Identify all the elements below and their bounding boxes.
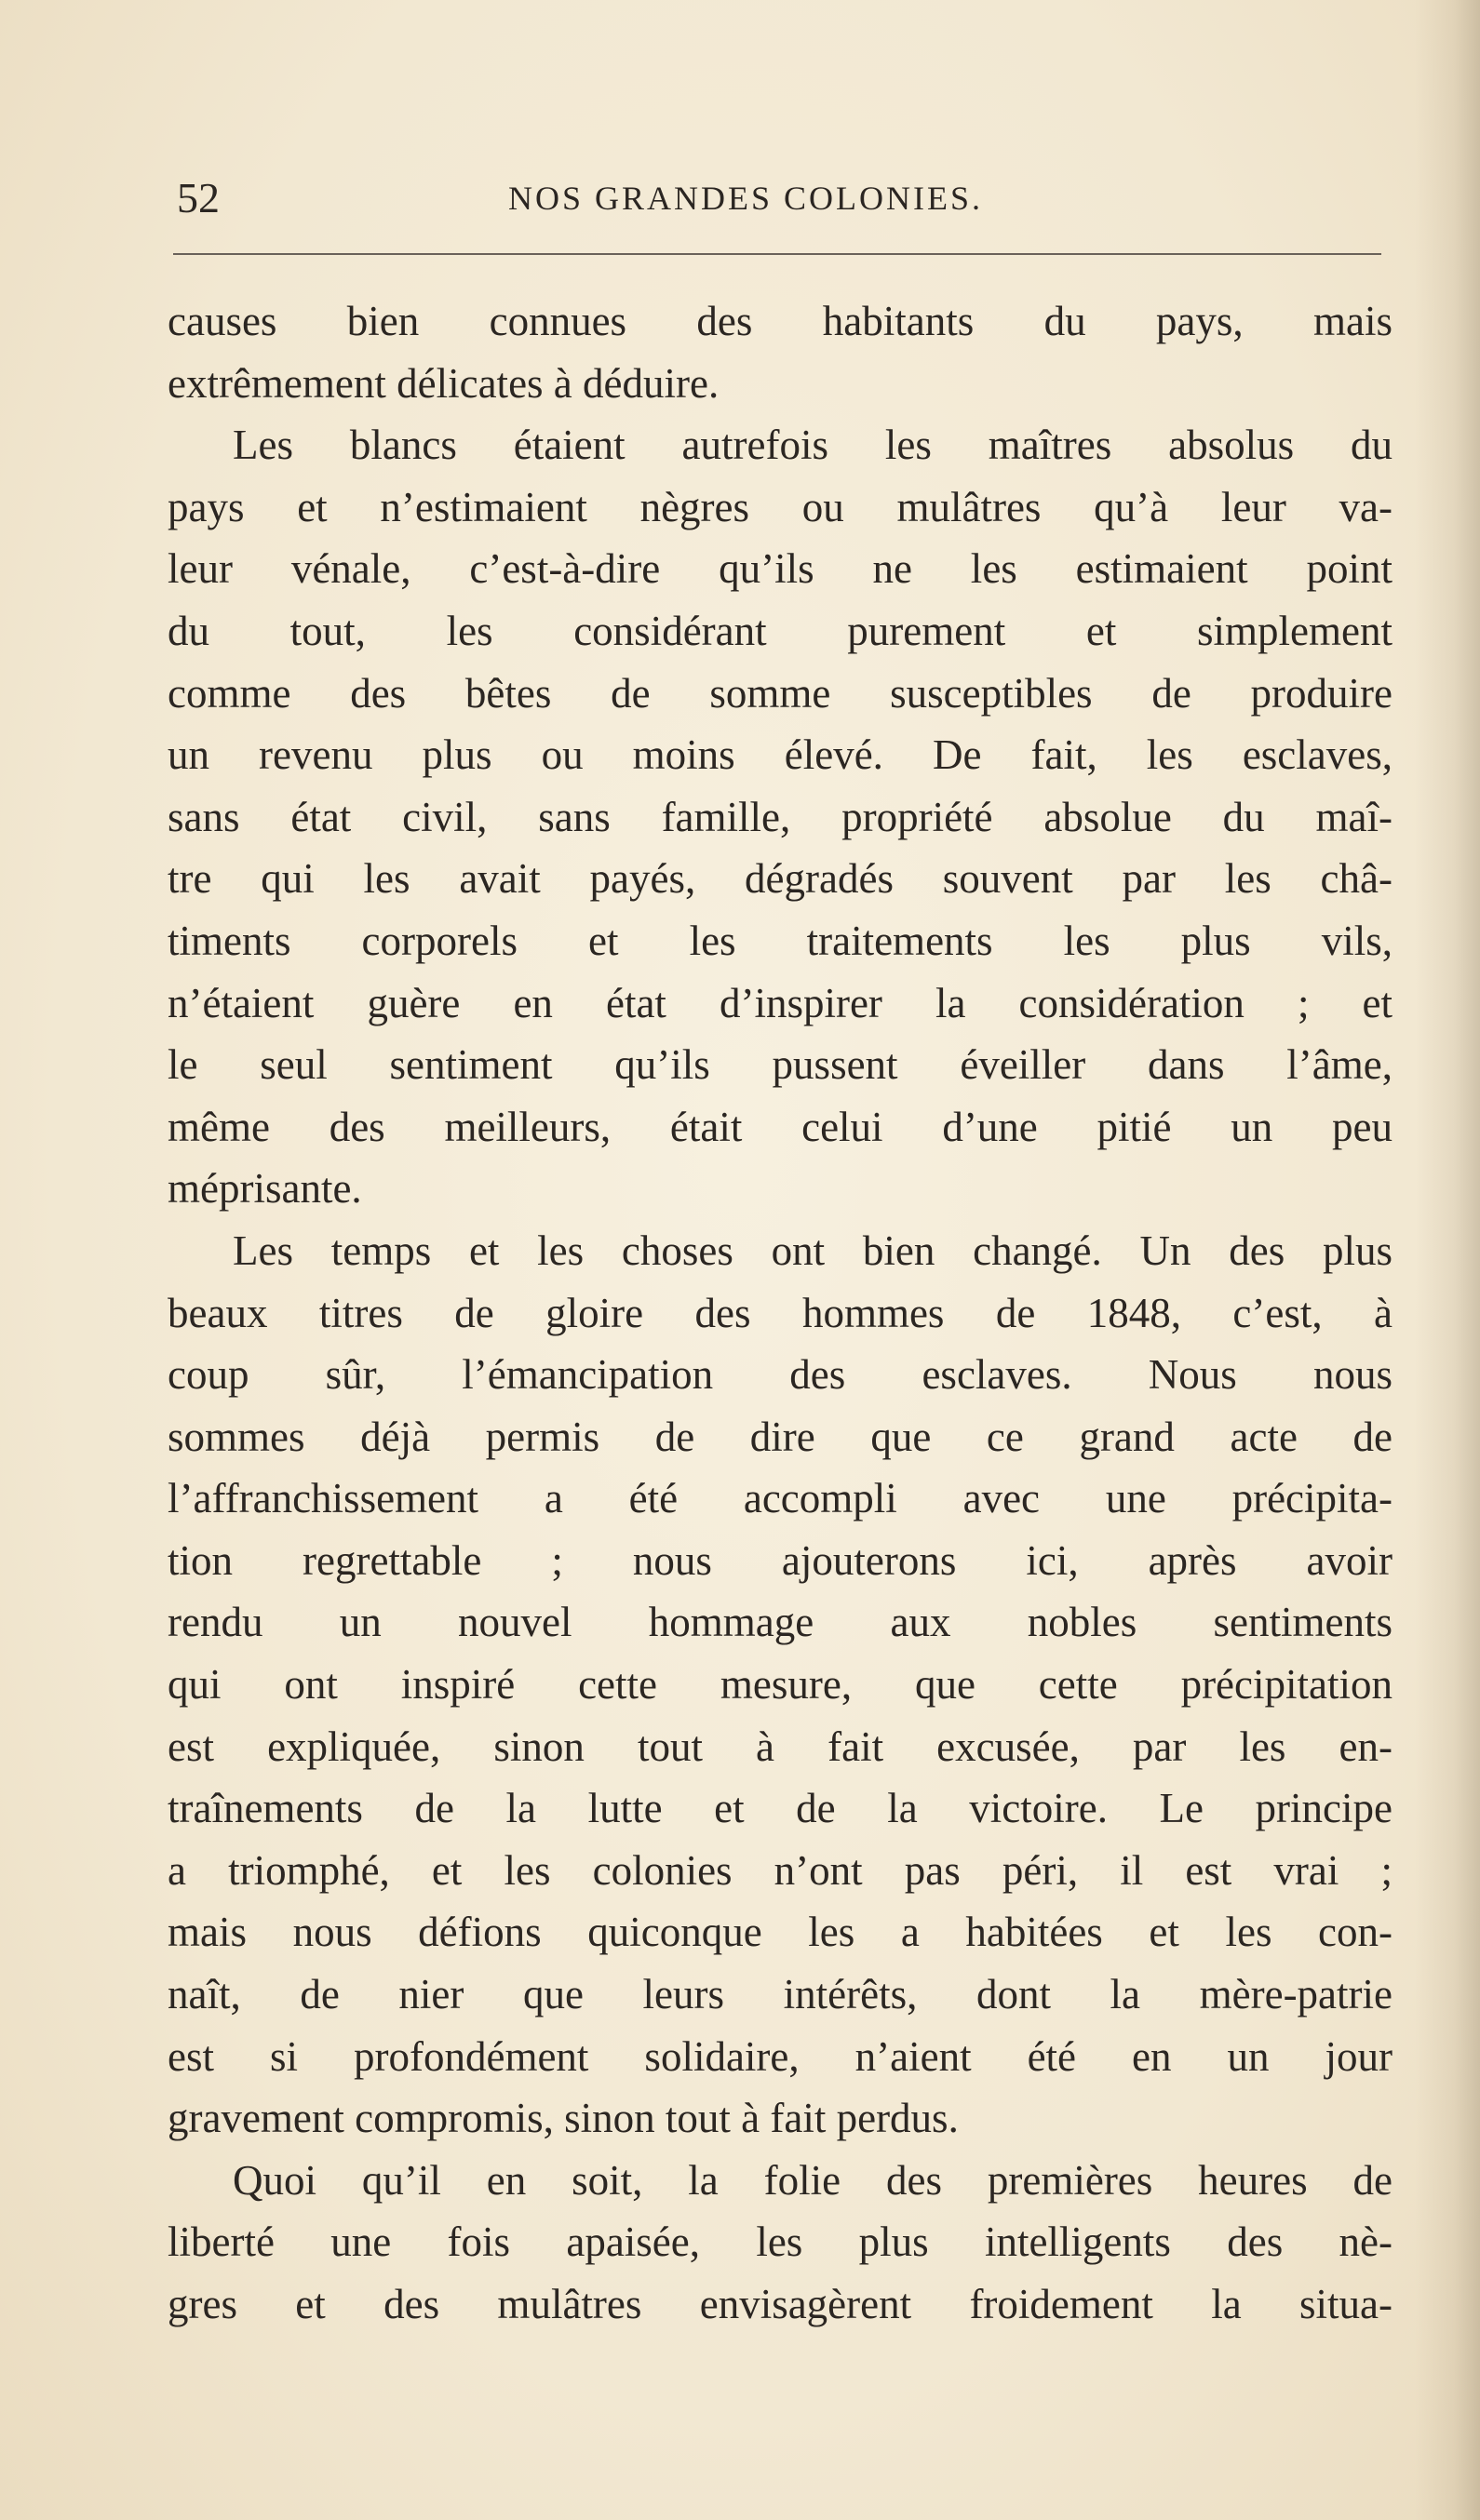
text-line: Quoi qu’il en soit, la folie des premières heures de bbox=[233, 2156, 1393, 2204]
running-title: NOS GRANDES COLONIES. bbox=[508, 180, 984, 217]
text-line: tion regrettable ; nous ajouterons ici, après avoir bbox=[168, 1536, 1393, 1584]
text-line: liberté une fois apaisée, les plus intelligents des nè- bbox=[168, 2218, 1393, 2266]
text-line: traînements de la lutte et de la victoire. Le principe bbox=[168, 1785, 1393, 1832]
text-line: rendu un nouvel hommage aux nobles sentiments bbox=[168, 1599, 1393, 1646]
page-edge-shadow bbox=[1415, 0, 1480, 2520]
text-line: un revenu plus ou moins élevé. De fait, les esclaves, bbox=[168, 731, 1393, 779]
body-text bbox=[168, 290, 1393, 2336]
text-line: beaux titres de gloire des hommes de 1848, c’est, à bbox=[168, 1289, 1393, 1336]
text-line: le seul sentiment qu’ils pussent éveiller dans l’âme, bbox=[168, 1041, 1393, 1089]
text-line: est si profondément solidaire, n’aient été en un jour bbox=[168, 2032, 1393, 2080]
text-line: méprisante. bbox=[168, 1165, 362, 1213]
page-number: 52 bbox=[177, 174, 220, 221]
text-line: extrêmement délicates à déduire. bbox=[168, 359, 720, 407]
text-line: l’affranchissement a été accompli avec une précipita- bbox=[168, 1475, 1393, 1522]
text-line: pays et n’estimaient nègres ou mulâtres qu’à leur va- bbox=[168, 483, 1393, 530]
text-line: gravement compromis, sinon tout à fait perdus. bbox=[168, 2095, 959, 2142]
text-line: Les blancs étaient autrefois les maîtres absolus du bbox=[233, 422, 1393, 469]
text-line: même des meilleurs, était celui d’une pitié un peu bbox=[168, 1103, 1393, 1150]
header-rule bbox=[173, 253, 1381, 255]
text-line: comme des bêtes de somme susceptibles de produire bbox=[168, 669, 1393, 717]
text-line: est expliquée, sinon tout à fait excusée, par les en- bbox=[168, 1722, 1393, 1770]
text-line: coup sûr, l’émancipation des esclaves. Nous nous bbox=[168, 1351, 1393, 1399]
text-line: sans état civil, sans famille, propriété absolue du maî- bbox=[168, 793, 1393, 840]
text-line: timents corporels et les traitements les plus vils, bbox=[168, 917, 1393, 964]
text-line: sommes déjà permis de dire que ce grand acte de bbox=[168, 1413, 1393, 1460]
page-header bbox=[177, 173, 1387, 220]
text-line: tre qui les avait payés, dégradés souvent par les châ- bbox=[168, 855, 1393, 903]
text-line: causes bien connues des habitants du pays, mais bbox=[168, 298, 1393, 344]
text-line: leur vénale, c’est-à-dire qu’ils ne les estimaient point bbox=[168, 545, 1393, 593]
text-line: mais nous défions quiconque les a habitées et les con- bbox=[168, 1909, 1393, 1956]
text-line: gres et des mulâtres envisagèrent froidement la situa- bbox=[168, 2281, 1393, 2327]
text-line: naît, de nier que leurs intérêts, dont la mère-patrie bbox=[168, 1971, 1393, 2018]
text-line: n’étaient guère en état d’inspirer la considération ; et bbox=[168, 979, 1393, 1026]
text-line: a triomphé, et les colonies n’ont pas péri, il est vrai ; bbox=[168, 1846, 1393, 1894]
text-line: qui ont inspiré cette mesure, que cette précipitation bbox=[168, 1661, 1393, 1709]
text-line: Les temps et les choses ont bien changé. Un des plus bbox=[233, 1226, 1393, 1274]
text-line: du tout, les considérant purement et simplement bbox=[168, 607, 1393, 654]
